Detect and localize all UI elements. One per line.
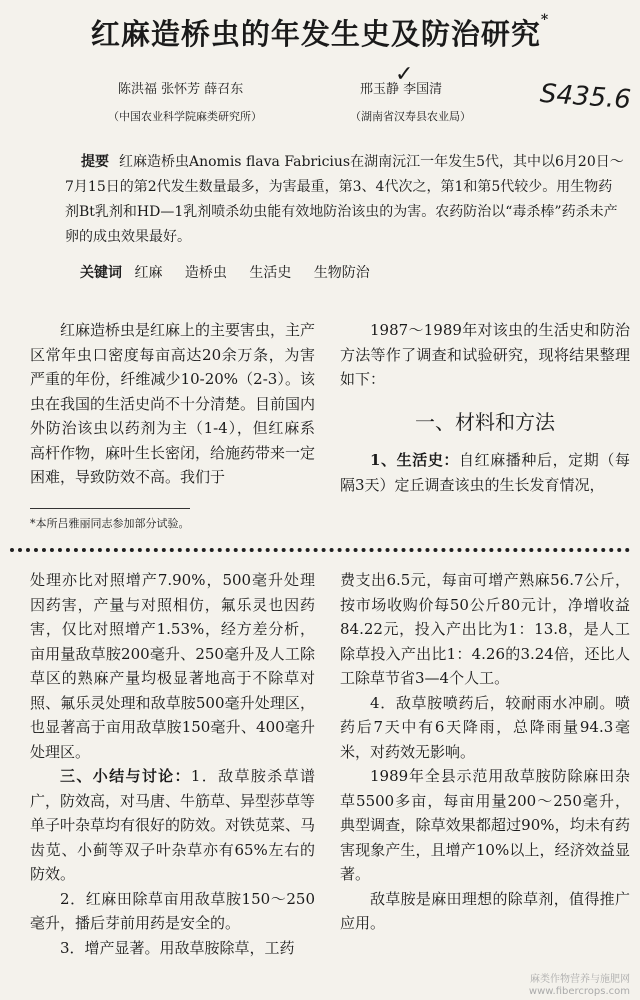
authors-left: 陈洪福 张怀芳 薛召东 [118,82,244,97]
intro-right-paragraph: 1987～1989年对该虫的生活史和防治方法等作了调查和试验研究，现将结果整理如下： [340,321,630,388]
keywords-label: 关键词 [80,265,122,281]
keyword-item: 生物防治 [313,265,370,281]
affiliation-right: （湖南省汉寿县农业局） [350,110,471,123]
watermark-line-2: www.fibercrops.com [528,986,630,997]
lower-left-paragraph-4: 3．增产显著。用敌草胺除草，工药 [60,938,295,957]
summary-text: 1．敌草胺杀草谱广，防效高，对马唐、牛筋草、异型莎草等单子叶杂草均有很好的防效。对铁苋菜、马齿苋、小蓟等双子叶杂草亦有65%左右的防效。 [30,767,316,883]
abstract-text: 红麻造桥虫Anomis flava Fabricius在湖南沅江一年发生5代，其中以6月20日～7月15日的第2代发生数量最多，为害最重，第3、4代次之，第1和第5代较少。用生物药剂Bt乳剂和HD—1乳剂喷杀幼虫能有效地防治该虫的为害。农药防治以“毒杀棒”药杀未产卵的成虫效果最好。 [65,154,624,245]
affiliation-left: （中国农业科学院麻类研究所） [108,110,262,123]
lower-right-column [340,568,630,936]
page-break-divider [10,548,630,552]
keywords [80,262,388,282]
footnote: *本所吕雅丽同志参加部分试验。 [30,517,190,530]
watermark-line-1: 麻类作物营养与施肥网 [530,974,630,985]
lower-left-column [30,568,315,960]
lower-right-paragraph-1: 费支出6.5元，每亩可增产熟麻56.7公斤，按市场收购价每50公斤80元计，净增收益84.22元，投入产出比为1：13.8，是人工除草投入产出比1：4.26的3.24倍，还比人工除草节省3—4个人工。 [340,571,630,687]
keyword-item: 红麻 [134,265,163,281]
method-label: 1、生活史： [370,451,460,469]
intro-right-column [340,318,630,497]
lower-left-paragraph-3: 2．红麻田除草亩用敌草胺150～250毫升，播后芽前用药是安全的。 [30,889,315,932]
keyword-item: 生活史 [249,265,292,281]
summary-label: 三、小结与讨论： [60,767,191,785]
intro-left-column [30,318,315,490]
handwritten-classification-code: S435.6 [539,78,632,116]
abstract-label: 提要 [81,154,109,170]
lower-left-paragraph-2 [30,764,315,887]
watermark [529,974,630,998]
lower-right-paragraph-3: 1989年全县示范用敌草胺防除麻田杂草5500多亩，每亩用量200～250毫升，典型调查，除草效果都超过90%，均未有药害现象产生，且增产10%以上，经济效益显著。 [340,767,630,883]
section-heading: 一、材料和方法 [415,409,555,434]
intro-left-paragraph: 红麻造桥虫是红麻上的主要害虫，主产区常年虫口密度每亩高达20余万条，为害严重的年份，纤维减少10-20%（2-3）。该虫在我国的生活史尚不十分清楚。目前国内外防治该虫以药剂为主（1-4），但红麻系高杆作物，麻叶生长密闭，给施药带来一定困难，导致防效不高。我们于 [30,321,316,486]
method-paragraph [340,448,630,497]
footnote-rule [30,508,190,509]
title-footnote-mark: * [540,12,550,28]
lower-right-paragraph-2: 4．敌草胺喷药后，较耐雨水冲刷。喷药后7天中有6天降雨，总降雨量94.3毫米，对药效无影响。 [340,693,630,761]
method-text: 自红麻播种后，定期（每隔3天）定丘调查该虫的生长发育情况， [340,451,630,494]
authors-right: 邢玉静 李国清 [360,82,443,97]
handwritten-check-icon: ✓ [395,62,414,87]
lower-left-paragraph-1: 处理亦比对照增产7.90%，500毫升处理因药害，产量与对照相仿，氟乐灵也因药害，仅比对照增产1.53%，经方差分析，亩用量敌草胺200毫升、250毫升及人工除草区的熟麻产量均极显著地高于不除草对照、氟乐灵处理和敌草胺500毫升处理区，也显著高于亩用敌草胺150毫升、400毫升处理区。 [30,571,315,761]
keyword-item: 造桥虫 [184,265,227,281]
title-text: 红麻造桥虫的年发生史及防治研究 [90,17,541,51]
abstract [65,150,625,250]
paper-title [0,12,640,53]
lower-right-paragraph-4: 敌草胺是麻田理想的除草剂，值得推广应用。 [340,889,630,932]
